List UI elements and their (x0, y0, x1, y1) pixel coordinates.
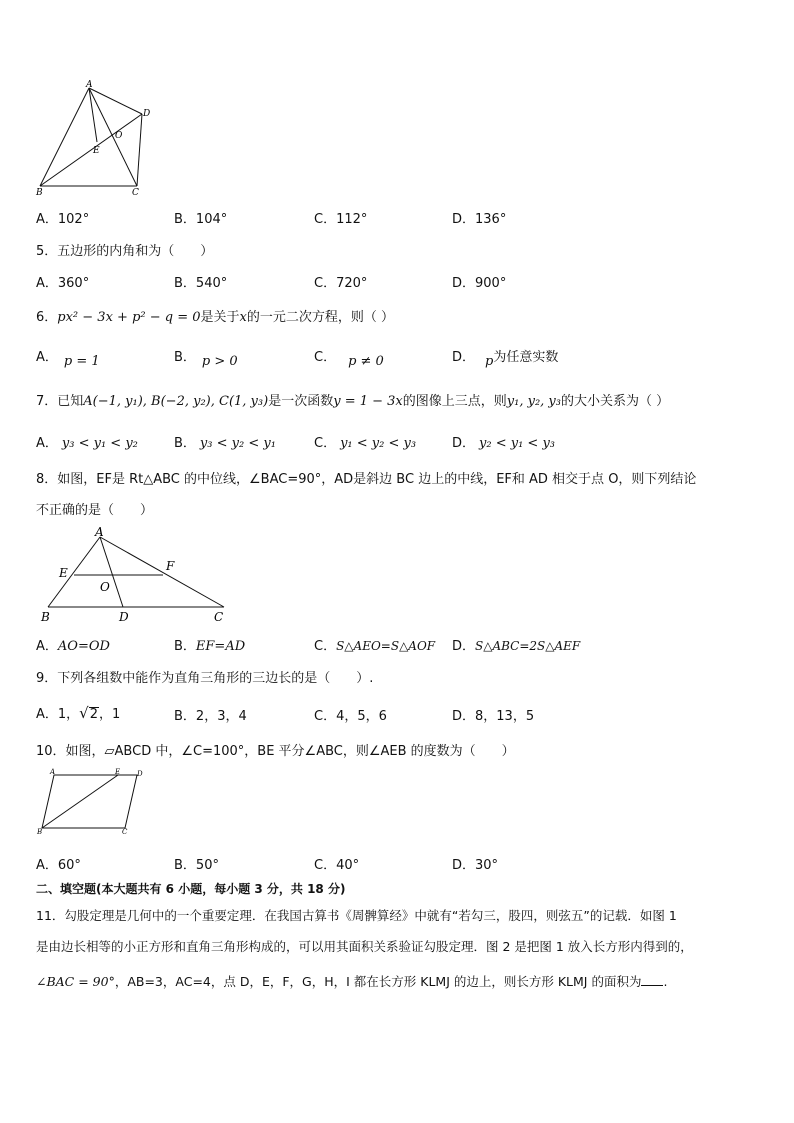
label-c: C (132, 188, 139, 198)
segment-bd (40, 114, 142, 186)
q5-choice-a: A．360° (36, 276, 90, 291)
q7-vars: y₁, y₂, y₃ (506, 394, 561, 409)
q6-choice-b: B． p > 0 (174, 350, 238, 369)
q11-line2: 是由边长相等的小正方形和直角三角形构成的，可以用其面积关系验证勾股定理．图 2 是把图 1 放入长方形内得到的， (36, 939, 693, 954)
q11-line1: 11．勾股定理是几何中的一个重要定理．在我国古算书《周髀算经》中就有“若勾三，股四，则弦五”的记载．如图 1 (36, 908, 677, 923)
q7-choice-c: C． y₁ < y₂ < y₃ (314, 436, 417, 451)
label-d: D (119, 610, 129, 624)
section-heading: 二、填空题(本大题共有 6 小题，每小题 3 分，共 18 分) (36, 882, 346, 896)
segment-ab (40, 88, 89, 186)
segment-ab (48, 537, 100, 607)
q8-figure (36, 525, 236, 627)
q10-choice-b: B．50° (174, 858, 219, 873)
q4-figure (32, 76, 157, 198)
label-o: O (100, 580, 110, 594)
label-c: C (122, 828, 128, 836)
q8-choice-d: D．S△ABC=2S△AEF (452, 639, 581, 654)
q6-choice-d: D． p为任意实数 (452, 350, 559, 369)
label-e: E (59, 566, 68, 580)
q9-choice-b: B．2，3，4 (174, 709, 247, 724)
q8-stem-line2: 不正确的是（ ） (36, 503, 154, 518)
q7-choice-d: D． y₂ < y₁ < y₃ (452, 436, 555, 451)
label-d: D (143, 109, 151, 119)
answer-blank (641, 973, 663, 986)
q4-choice-b: B．104° (174, 212, 228, 227)
q6-variable: x (239, 310, 247, 325)
q9-choice-d: D．8，13，5 (452, 709, 535, 724)
q7-choice-b: B． y₃ < y₂ < y₁ (174, 436, 276, 451)
label-e: E (93, 146, 100, 156)
q7-text3: 的大小关系为（ ） (560, 394, 670, 409)
q8-stem-line1: 8．如图，EF是 Rt△ABC 的中位线，∠BAC=90°，AD是斜边 BC 边上的中线，EF和 AD 相交于点 O，则下列结论 (36, 472, 697, 487)
q8-choice-a: A．AO=OD (36, 639, 110, 654)
q7-text2: 的图像上三点，则 (402, 394, 507, 409)
label-e: E (115, 768, 121, 776)
segment-ac (100, 537, 224, 607)
q9-stem: 9．下列各组数中能作为直角三角形的三边长的是（ ）. (36, 671, 374, 686)
label-b: B (37, 828, 43, 836)
label-b: B (36, 188, 43, 198)
q9-choice-a: A．1，√2，1 (36, 704, 121, 722)
label-a: A (86, 80, 93, 90)
q6-choice-c: C． p ≠ 0 (314, 350, 384, 369)
label-c: C (214, 610, 224, 624)
q6-choice-a: A． p = 1 (36, 350, 100, 369)
segment-cd (137, 114, 142, 186)
q10-figure (36, 766, 156, 836)
q11-angle: ∠BAC = 90° (36, 974, 115, 989)
q7-text1: 是一次函数 (268, 394, 334, 409)
label-f: F (166, 559, 175, 573)
q7-points: A(−1, y₁), B(−2, y₂), C(1, y₃) (83, 394, 269, 409)
label-b: B (41, 610, 50, 624)
q11-line3: ∠BAC = 90°，AB=3，AC=4，点 D，E，F，G，H，I 都在长方形 KLMJ 的边上，则长方形 KLMJ 的面积为 . (36, 974, 668, 989)
q11-line3-text: ，AB=3，AC=4，点 D，E，F，G，H，I 都在长方形 KLMJ 的边上，则长方形 KLMJ 的面积为 (114, 974, 642, 989)
q10-stem: 10．如图，▱ABCD 中，∠C=100°，BE 平分∠ABC，则∠AEB 的度数为（ ） (36, 744, 515, 759)
q7-stem (36, 390, 669, 409)
radicand: 2 (89, 707, 99, 722)
q5-choice-b: B．540° (174, 276, 228, 291)
label-a: A (50, 768, 56, 776)
q6-text2: 的一元二次方程，则（ ） (246, 310, 395, 325)
parallelogram-abcd (42, 775, 137, 828)
q6-number: 6． (36, 310, 58, 325)
q10-choice-c: C．40° (314, 858, 360, 873)
q10-choice-d: D．30° (452, 858, 499, 873)
q4-choice-d: D．136° (452, 212, 507, 227)
q5-stem: 5．五边形的内角和为（ ） (36, 244, 214, 259)
segment-be (42, 775, 118, 828)
q6-equation: px² − 3x + p² − q = 0 (57, 310, 201, 325)
q7-function: y = 1 − 3x (333, 394, 403, 409)
q6-text1: 是关于 (200, 310, 240, 325)
q8-choice-b: B．EF=AD (174, 639, 246, 654)
q4-choice-a: A．102° (36, 212, 90, 227)
q5-choice-c: C．720° (314, 276, 368, 291)
q6-stem (36, 306, 394, 325)
q7-choice-a: A． y₃ < y₁ < y₂ (36, 436, 138, 451)
label-a: A (95, 525, 104, 539)
label-o: O (115, 131, 123, 141)
q7-number: 7．已知 (36, 394, 84, 409)
label-d: D (137, 770, 143, 778)
q8-choice-c: C．S△AEO=S△AOF (314, 639, 436, 654)
q5-choice-d: D．900° (452, 276, 507, 291)
q9-choice-c: C．4，5，6 (314, 709, 387, 724)
q4-choice-c: C．112° (314, 212, 368, 227)
segment-ad (89, 88, 142, 114)
q10-choice-a: A．60° (36, 858, 81, 873)
